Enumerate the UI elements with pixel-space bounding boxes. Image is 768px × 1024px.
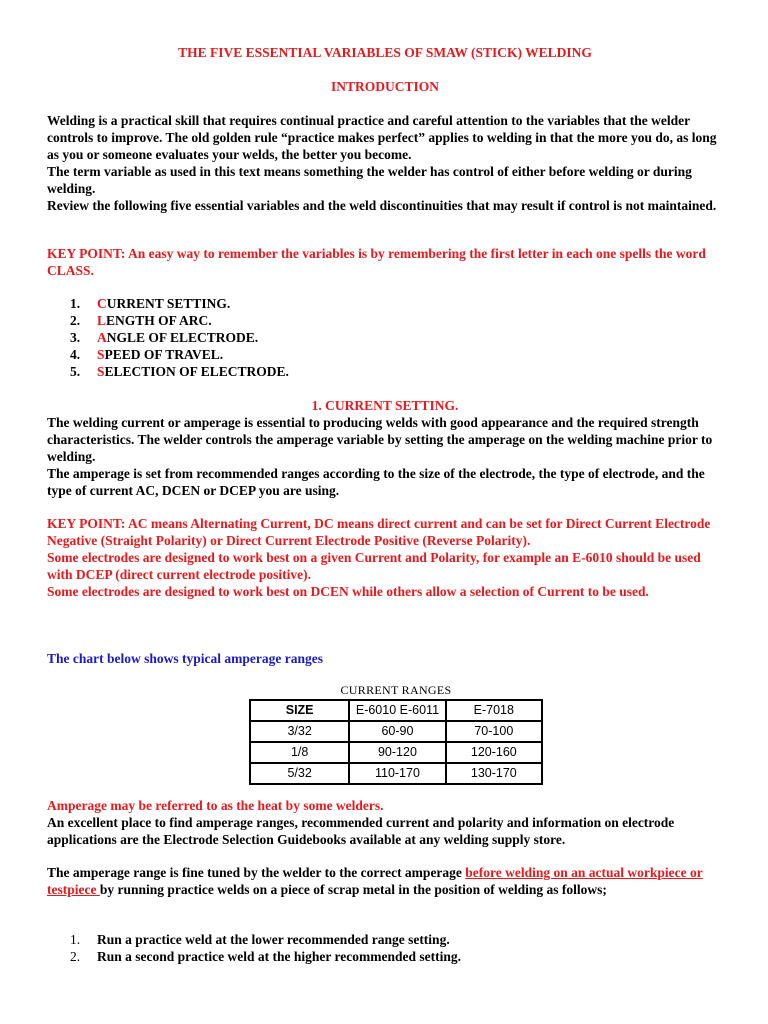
table-cell: 120-160 — [446, 742, 542, 763]
list-text: ENGTH OF ARC. — [106, 313, 212, 328]
list-number: 5. — [70, 364, 81, 379]
section-current-setting-heading: 1. CURRENT SETTING. — [311, 398, 459, 413]
list-number: 1. — [70, 296, 81, 311]
list-item — [70, 312, 710, 329]
first-letter: L — [97, 313, 107, 328]
table-row — [250, 721, 542, 742]
current-paragraph-1: The welding current or amperage is essential to producing welds with good appearance and the required strength characteristics. The welder controls the amperage variable by setting the amperage on the welding machine prior to welding. — [47, 415, 713, 464]
intro-paragraph-3: Review the following five essential variables and the weld discontinuities that may result if control is not maintained. — [47, 198, 717, 213]
table-header-cell: E-6010 E-6011 — [349, 700, 445, 721]
intro-paragraph-2: The term variable as used in this text means something the welder has control of either before welding or during welding. — [47, 164, 692, 196]
table-header-row — [250, 700, 542, 721]
table-title: CURRENT RANGES — [340, 683, 452, 697]
key-point-current — [47, 515, 723, 600]
finetune-highlight: before welding on an actual workpiece or testpiece — [47, 865, 703, 897]
intro-paragraph-1: Welding is a practical skill that requires continual practice and careful attention to the variables that the welder controls to improve. The old golden rule “practice makes perfect” applies to welding in that the more you do, as long as you or someone evaluates your welds, the better you become. — [47, 113, 717, 162]
key-point-paragraph-1: KEY POINT: AC means Alternating Current, DC means direct current and can be set for Direct Current Electrode Negative (Straight Polarity) or Direct Current Electrode Positive (Reverse Polarity). — [47, 516, 711, 548]
first-letter: S — [97, 364, 105, 379]
current-setting-section — [47, 414, 723, 499]
list-item — [70, 329, 710, 346]
chart-intro: The chart below shows typical amperage ranges — [47, 651, 323, 666]
intro-section — [47, 112, 723, 214]
list-text: Run a practice weld at the lower recommended range setting. — [97, 932, 450, 947]
list-number: 2. — [70, 313, 81, 328]
table-cell: 110-170 — [349, 763, 445, 784]
table-cell: 3/32 — [250, 721, 349, 742]
first-letter: A — [97, 330, 107, 345]
current-ranges-table — [249, 699, 543, 785]
steps-list — [70, 931, 710, 965]
list-text: Run a second practice weld at the higher recommended setting. — [97, 949, 461, 964]
first-letter: C — [97, 296, 107, 311]
list-item — [70, 295, 710, 312]
key-point-paragraph-2: Some electrodes are designed to work best on a given Current and Polarity, for example an E-6010 should be used with DCEP (direct current electrode positive). — [47, 550, 701, 582]
finetune-text-before: The amperage range is fine tuned by the welder to the correct amperage — [47, 865, 466, 880]
table-cell: 5/32 — [250, 763, 349, 784]
key-point-paragraph-3: Some electrodes are designed to work best on DCEN while others allow a selection of Current to be used. — [47, 584, 649, 599]
list-number: 2. — [70, 949, 81, 964]
list-item — [70, 931, 710, 948]
current-paragraph-2: The amperage is set from recommended ranges according to the size of the electrode, the type of electrode, and the type of current AC, DCEN or DCEP you are using. — [47, 466, 705, 498]
heat-note: Amperage may be referred to as the heat by some welders. — [47, 798, 384, 813]
document-title: THE FIVE ESSENTIAL VARIABLES OF SMAW (STICK) WELDING — [178, 45, 592, 60]
table-row — [250, 742, 542, 763]
table-row — [250, 763, 542, 784]
table-cell: 70-100 — [446, 721, 542, 742]
list-text: ELECTION OF ELECTRODE. — [104, 364, 289, 379]
list-text: NGLE OF ELECTRODE. — [106, 330, 259, 345]
list-number: 4. — [70, 347, 81, 362]
table-cell: 60-90 — [349, 721, 445, 742]
table-cell: 1/8 — [250, 742, 349, 763]
list-item — [70, 948, 710, 965]
table-header-cell: SIZE — [250, 700, 349, 721]
list-number: 3. — [70, 330, 81, 345]
intro-heading: INTRODUCTION — [330, 79, 439, 94]
table-header-cell: E-7018 — [446, 700, 542, 721]
list-number: 1. — [70, 932, 81, 947]
finetune-text-after: by running practice welds on a piece of scrap metal in the position of welding as follows; — [99, 882, 607, 897]
first-letter: S — [97, 347, 105, 362]
table-cell: 130-170 — [446, 763, 542, 784]
list-text: PEED OF TRAVEL. — [104, 347, 224, 362]
variables-list — [70, 295, 710, 380]
list-item — [70, 346, 710, 363]
finetune-paragraph — [47, 864, 723, 898]
table-cell: 90-120 — [349, 742, 445, 763]
list-text: URRENT SETTING. — [106, 296, 231, 311]
guidebook-paragraph: An excellent place to find amperage ranges, recommended current and polarity and information on electrode applications are the Electrode Selection Guidebooks available at any welding supply store. — [47, 815, 675, 847]
list-item — [70, 363, 710, 380]
key-point-class: KEY POINT: An easy way to remember the variables is by remembering the first letter in each one spells the word CLASS. — [47, 246, 706, 278]
